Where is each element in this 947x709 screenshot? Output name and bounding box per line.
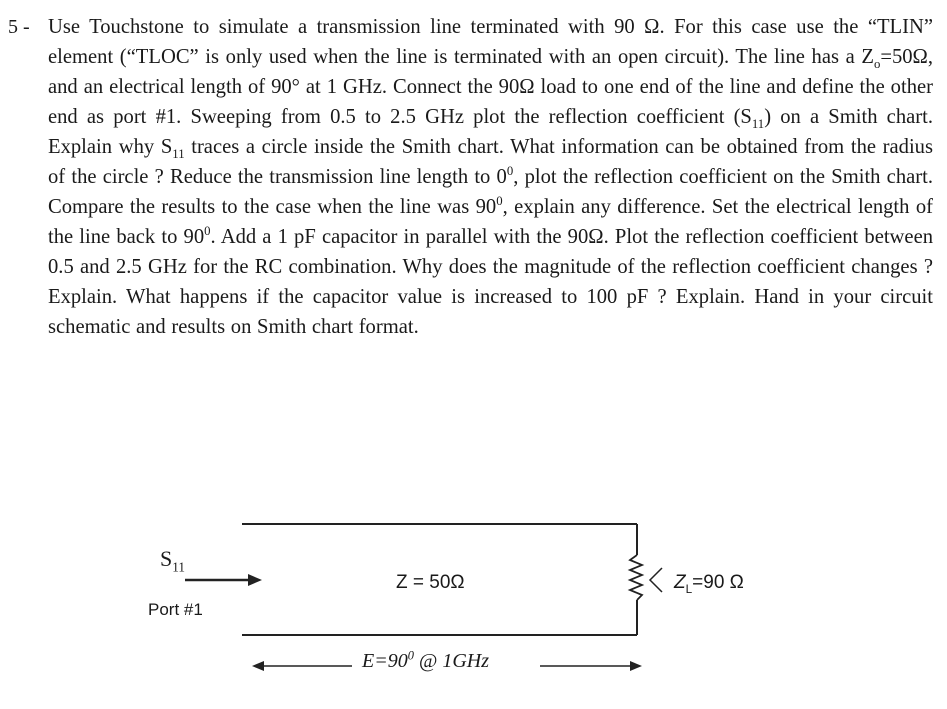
- problem-text-segment: 0: [506, 164, 514, 179]
- load-bracket-icon: [650, 568, 662, 592]
- problem-text-segment: . Add a 1 pF capacitor in parallel with the 90Ω. Plot the reflection coefficient between 0.5 and 2.5 GHz for the RC combination. Why does the magnitude of the reflection coefficient changes ? Explain. What happens if the capacitor value is increased to 100 pF ? Explain. Hand in your circuit schematic and results on Smith chart format.: [48, 226, 934, 338]
- problem-number: 5 -: [8, 16, 30, 38]
- s11-label: $S_{11}$: [160, 546, 185, 575]
- problem-text-segment: , explain any difference. Set the electrical length of the line back to 90: [48, 196, 933, 248]
- load-resistor: [630, 555, 642, 600]
- problem-text-segment: , plot the reflection coefficient on the Smith chart. Compare the results to the case when the line was 90: [48, 166, 933, 218]
- problem-5: [8, 12, 933, 342]
- length-arrow-right-head-icon: [630, 661, 642, 671]
- circuit-schematic: [0, 500, 947, 709]
- problem-text-segment: 11: [172, 147, 185, 162]
- problem-text-segment: Use Touchstone to simulate a transmission line terminated with 90 Ω. For this case use the “TLIN” element (“TLOC” is only used when the line is terminated with an open circuit). The line has a Z: [48, 16, 933, 68]
- electrical-length-label: $E=90^0$ @ 1GHz: [362, 648, 489, 672]
- problem-text: [48, 12, 933, 342]
- z0-label: Z = 50Ω: [396, 572, 465, 593]
- problem-text-segment: o: [873, 57, 881, 72]
- problem-text-segment: 11: [751, 117, 765, 132]
- length-arrow-left-head-icon: [252, 661, 264, 671]
- problem-text-segment: ) on a Smith chart. Explain why S: [48, 106, 933, 158]
- problem-text-segment: =50Ω, and an electrical length of 90° at 1 GHz. Connect the 90Ω load to one end of the line and define the other end as port #1. Sweeping from 0.5 to 2.5 GHz plot the reflection coefficient (S: [48, 46, 933, 128]
- load-impedance-label: $Z_L=90$ Ω: [674, 572, 744, 596]
- s11-arrow-head-icon: [248, 574, 262, 586]
- circuit-diagram: [0, 500, 947, 709]
- problem-text-segment: traces a circle inside the Smith chart. What information can be obtained from the radius of the circle ? Reduce the transmission line length to 0: [48, 136, 933, 188]
- problem-text-segment: 0: [204, 224, 211, 239]
- problem-text-segment: 0: [496, 194, 503, 209]
- port-label: Port #1: [148, 600, 203, 619]
